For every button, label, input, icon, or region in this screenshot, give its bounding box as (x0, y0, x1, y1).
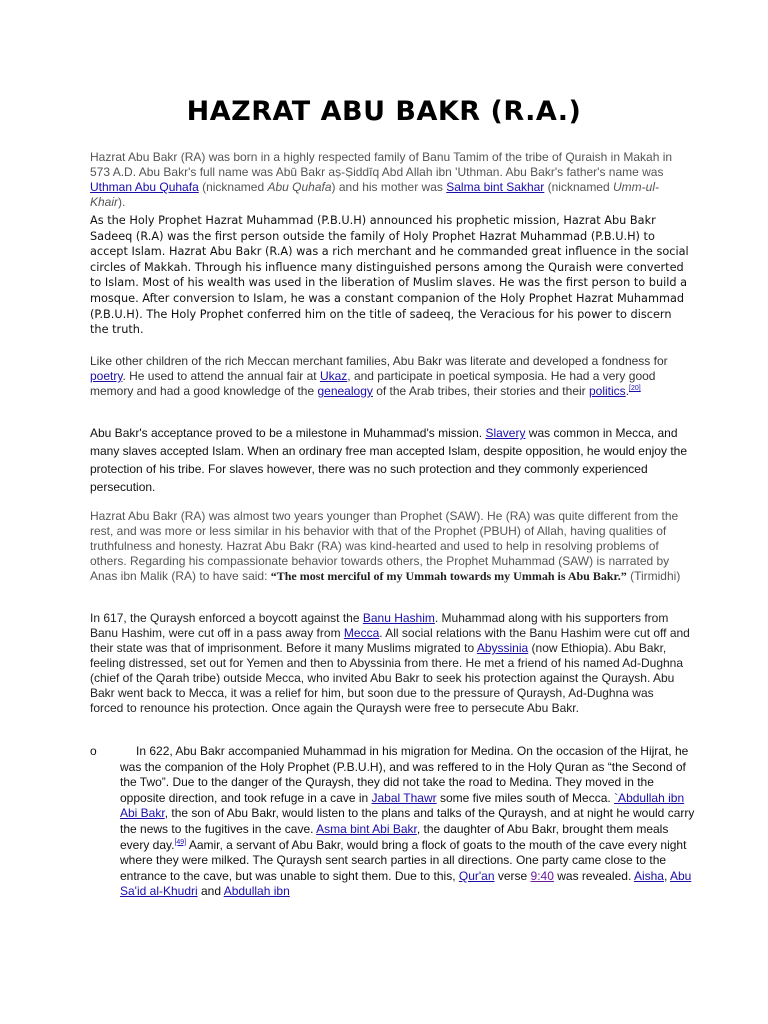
text-run: , the son of Abu Bakr, would listen to the plans and talks of the Quraysh, and at night he would carry the news to the fugitives in the cave. (120, 806, 695, 836)
text-run: . Muhammad along with his supporters from Banu Hashim, were cut off in a pass away from (90, 611, 669, 640)
text-run: ). (118, 195, 126, 209)
paragraph-birth (90, 150, 690, 210)
page-title: HAZRAT ABU BAKR (R.A.) (186, 96, 582, 127)
paragraph-acceptance (90, 424, 690, 496)
link-abdullah-ibn[interactable]: Abdullah ibn (223, 884, 290, 899)
citation-link[interactable]: [49] (174, 838, 187, 846)
link-politics[interactable]: politics (589, 384, 626, 398)
text-run: ) and his mother was (331, 180, 447, 194)
paragraph-character (90, 509, 690, 584)
text-run: was revealed. (553, 868, 634, 883)
paragraph-literacy (90, 354, 690, 399)
link-verse-9-40[interactable]: 9:40 (530, 868, 554, 883)
text-run: Aamir, a servant of Abu Bakr, would bring a flock of goats to the mouth of the cave every night where they were milked. The Quraysh sent search parties in all directions. One party came close to the entrance to the cave, but was unable to sight them. Due to this, (120, 837, 687, 883)
bullet-text (120, 744, 700, 900)
link-genealogy[interactable]: genealogy (317, 384, 373, 398)
link-abdullah-ibn-abi-bakr[interactable]: `Abdullah ibn Abi Bakr (120, 790, 685, 821)
paragraph-prophetic-mission: As the Holy Prophet Hazrat Muhammad (P.B.U.H) announced his prophetic mission, Hazrat Abu Bakr Sadeeq (R.A) was the first person outside the family of Holy Prophet Hazrat Muhammad (P.B.U.H) to accept Islam. Hazrat Abu Bakr (R.A) was a rich merchant and he commanded great influence in the social circles of Makkah. Through his influence many distinguished persons among the Quraish were converted to Islam. Most of his wealth was used in the liberation of Muslim slaves. He was the first person to build a mosque. After conversion to Islam, he was a constant companion of the Holy Prophet Hazrat Muhammad (P.B.U.H). The Holy Prophet conferred him on the title of sadeeq, the Veracious for his power to discern the truth. (90, 214, 689, 337)
text-run: Hazrat Abu Bakr (RA) was born in a highly respected family of Banu Tamim of the tribe of Quraish in Makah in 573 A.D. Abu Bakr's full name was Abū Bakr aṣ-Ṣiddīq Abd Allah ibn 'Uthman. Abu Bakr's father's name was (90, 150, 673, 179)
link-slavery[interactable]: Slavery (485, 426, 526, 440)
text-run: (Tirmidhi) (626, 569, 681, 583)
link-banu-hashim[interactable]: Banu Hashim (362, 611, 435, 625)
text-run: some five miles south of Mecca. (436, 790, 615, 805)
italic-text: Abu Quhafa (267, 180, 332, 194)
text-run: . (625, 384, 630, 398)
text-run: (nicknamed (198, 180, 268, 194)
text-run: was common in Mecca, and many slaves accepted Islam. When an ordinary free man accepted Islam, despite opposition, he would enjoy the protection of his tribe. For slaves however, there was no such protection and they commonly experienced persecution. (90, 426, 687, 494)
text-run: . All social relations with the Banu Hashim were cut off and their state was that of imprisonment. Before it many Muslims migrated to (90, 626, 690, 655)
link-uthman-abu-quhafa[interactable]: Uthman Abu Quhafa (90, 180, 199, 194)
bullet-marker: o (90, 744, 97, 758)
link-mecca[interactable]: Mecca (343, 626, 380, 640)
link-abu-said-al-khudri[interactable]: Abu Sa'id al-Khudri (120, 868, 692, 899)
text-run: verse (494, 868, 531, 883)
text-run: Like other children of the rich Meccan merchant families, Abu Bakr was literate and developed a fondness for (90, 354, 668, 368)
text-run: , (663, 868, 670, 883)
link-quran[interactable]: Qur'an (458, 868, 495, 883)
link-jabal-thawr[interactable]: Jabal Thawr (371, 790, 437, 805)
citation-link[interactable]: [20] (629, 385, 641, 392)
italic-text: Umm-ul-Khair (90, 180, 659, 209)
text-run: . He used to attend the annual fair at (122, 369, 320, 383)
link-aisha[interactable]: Aisha (633, 868, 664, 883)
text-run: Abu Bakr's acceptance proved to be a milestone in Muhammad's mission. (90, 426, 486, 440)
text-run: (nicknamed (544, 180, 613, 194)
text-run: (now Ethiopia). Abu Bakr, feeling distressed, set out for Yemen and then to Abyssinia from there. He met a friend of his named Ad-Dughna (chief of the Qarah tribe) outside Mecca, who invited Abu Bakr to seek his protection against the Quraysh. Abu Bakr went back to Mecca, it was a relief for him, but soon due to the pressure of Quraysh, Ad-Dughna was forced to renounce his protection. Once again the Quraysh were free to persecute Abu Bakr. (90, 641, 684, 715)
text-run: of the Arab tribes, their stories and their (372, 384, 589, 398)
text-run: , and participate in poetical symposia. He had a very good memory and had a good knowledge of the (90, 369, 656, 398)
paragraph-boycott (90, 611, 690, 716)
link-abyssinia[interactable]: Abyssinia (476, 641, 529, 655)
link-salma-bint-sakhar[interactable]: Salma bint Sakhar (446, 180, 545, 194)
text-run: Hazrat Abu Bakr (RA) was almost two years younger than Prophet (SAW). He (RA) was quite different from the rest, and was more or less similar in his behavior with that of the Prophet (PBUH) of Allah, having qualities of truthfulness and honesty. Hazrat Abu Bakr (RA) was kind-hearted and used to help in resolving problems of others. Regarding his compassionate behavior towards others, the Prophet Muhammad (SAW) is narrated by Anas ibn Malik (RA) to have said: (90, 509, 679, 583)
link-poetry[interactable]: poetry (90, 369, 123, 383)
text-run: , the daughter of Abu Bakr, brought them meals every day. (120, 821, 669, 852)
link-ukaz[interactable]: Ukaz (319, 369, 348, 383)
text-run: and (197, 884, 224, 899)
hadith-quote: “The most merciful of my Ummah towards my Ummah is Abu Bakr.” (270, 569, 627, 583)
text-run: In 622, Abu Bakr accompanied Muhammad in his migration for Medina. On the occasion of the Hijrat, he was the companion of the Holy Prophet (P.B.U.H), and was reffered to in the Holy Quran as “the Second of the Two”. Due to the danger of the Quraysh, they did not take the road to Medina. They moved in the opposite direction, and took refuge in a cave in (120, 744, 689, 805)
text-run: In 617, the Quraysh enforced a boycott against the (90, 611, 363, 625)
link-asma-bint-abi-bakr[interactable]: Asma bint Abi Bakr (316, 821, 417, 836)
